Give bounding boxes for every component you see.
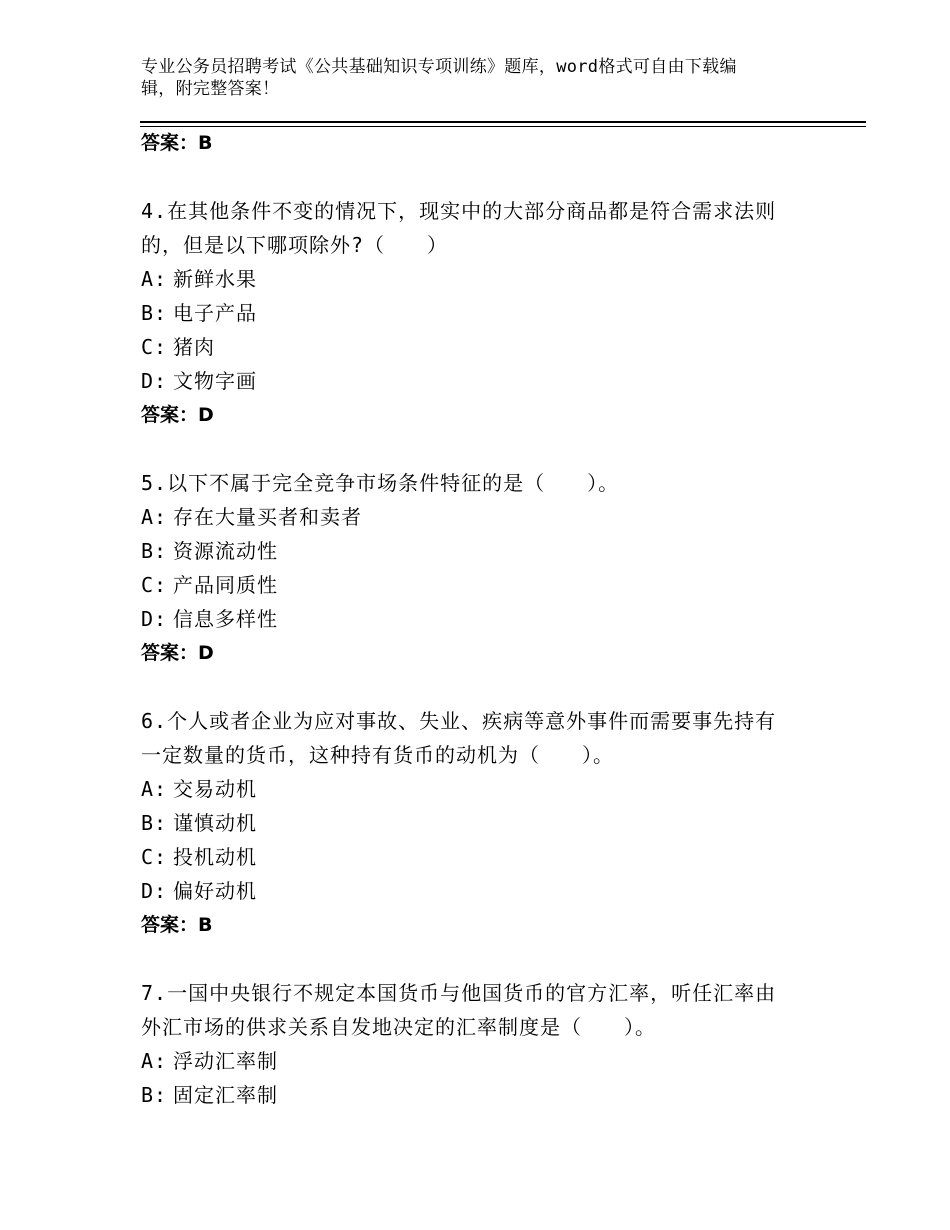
option-text: 偏好动机 (173, 879, 257, 903)
option-a (141, 1044, 841, 1078)
option-letter: C: (141, 335, 168, 359)
question-list (141, 126, 841, 1112)
option-letter: C: (141, 573, 168, 597)
option-letter: B: (141, 539, 168, 563)
option-letter: D: (141, 369, 168, 393)
question-4 (141, 194, 841, 432)
option-letter: A: (141, 267, 168, 291)
question-stem: 6.个人或者企业为应对事故、失业、疾病等意外事件而需要事先持有 (141, 709, 777, 733)
option-text: 谨慎动机 (173, 811, 257, 835)
option-text: 交易动机 (173, 777, 257, 801)
option-text: 存在大量买者和卖者 (173, 505, 362, 529)
answer-line: 答案：D (141, 642, 214, 664)
option-b (141, 296, 841, 330)
spacer (141, 670, 841, 704)
option-b (141, 534, 841, 568)
option-letter: A: (141, 1049, 168, 1073)
option-text: 产品同质性 (173, 573, 278, 597)
option-letter: A: (141, 777, 168, 801)
answer-line: 答案：B (141, 132, 213, 154)
header-rule-thick (140, 121, 866, 123)
option-letter: B: (141, 1083, 168, 1107)
spacer (141, 160, 841, 194)
question-stem-continued: 的，但是以下哪项除外?（ ） (141, 233, 449, 257)
option-text: 固定汇率制 (173, 1083, 278, 1107)
option-text: 投机动机 (173, 845, 257, 869)
option-letter: C: (141, 845, 168, 869)
question-stem: 7.一国中央银行不规定本国货币与他国货币的官方汇率，听任汇率由 (141, 981, 777, 1005)
option-letter: B: (141, 301, 168, 325)
answer-line: 答案：D (141, 404, 214, 426)
option-text: 文物字画 (173, 369, 257, 393)
option-a (141, 262, 841, 296)
document-header (141, 56, 821, 100)
option-letter: D: (141, 879, 168, 903)
answer-line: 答案：B (141, 914, 213, 936)
option-letter: B: (141, 811, 168, 835)
option-letter: D: (141, 607, 168, 631)
option-a (141, 772, 841, 806)
option-text: 资源流动性 (173, 539, 278, 563)
option-letter: A: (141, 505, 168, 529)
option-text: 电子产品 (173, 301, 257, 325)
option-a (141, 500, 841, 534)
question-stem: 4.在其他条件不变的情况下，现实中的大部分商品都是符合需求法则 (141, 199, 777, 223)
option-d (141, 874, 841, 908)
spacer (141, 942, 841, 976)
option-d (141, 602, 841, 636)
option-text: 信息多样性 (173, 607, 278, 631)
question-stem: 5.以下不属于完全竞争市场条件特征的是（ ）。 (141, 471, 620, 495)
option-b (141, 1078, 841, 1112)
header-line-1: 专业公务员招聘考试《公共基础知识专项训练》题库，word格式可自由下载编 (141, 57, 737, 77)
question-7 (141, 976, 841, 1112)
question-stem-continued: 外汇市场的供求关系自发地决定的汇率制度是（ ）。 (141, 1015, 656, 1039)
option-text: 猪肉 (173, 335, 215, 359)
option-b (141, 806, 841, 840)
question-stem-continued: 一定数量的货币，这种持有货币的动机为（ ）。 (141, 743, 614, 767)
question-6 (141, 704, 841, 942)
option-text: 浮动汇率制 (173, 1049, 278, 1073)
question-5 (141, 466, 841, 670)
option-c (141, 568, 841, 602)
option-c (141, 840, 841, 874)
header-line-2: 辑，附完整答案！ (141, 79, 280, 99)
spacer (141, 432, 841, 466)
option-c (141, 330, 841, 364)
option-text: 新鲜水果 (173, 267, 257, 291)
option-d (141, 364, 841, 398)
